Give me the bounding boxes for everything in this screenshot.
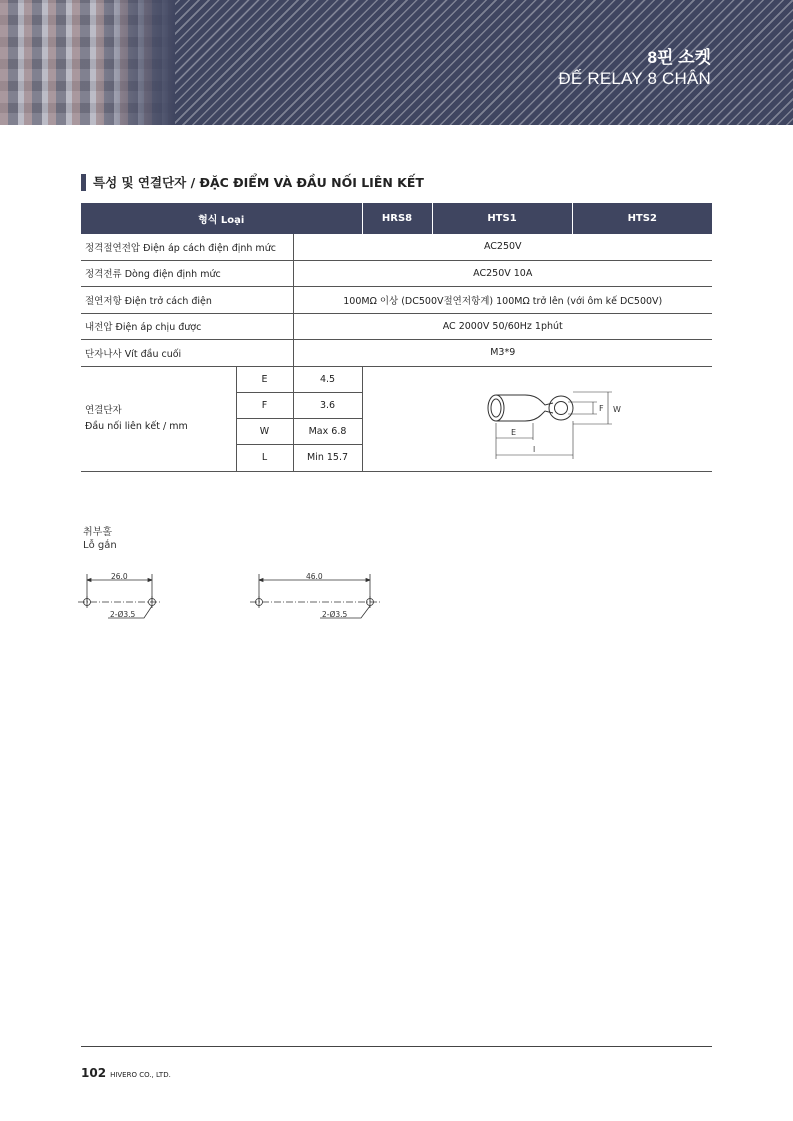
ring-terminal-diagram: [363, 367, 712, 471]
spec-value: Min 15.7: [293, 445, 362, 471]
section-marker: [81, 174, 86, 191]
diagram-label-e: E: [510, 427, 516, 437]
row-value: AC250V: [293, 234, 712, 260]
row-label: 정격절연전압 Điện áp cách điện định mức: [81, 234, 293, 260]
row-value: AC250V 10A: [293, 260, 712, 287]
row-label: 정격전류 Dòng điện định mức: [81, 260, 293, 287]
table-row: [81, 340, 712, 367]
banner-title-ko: 8핀 소켓: [647, 48, 711, 67]
table-row: [81, 260, 712, 287]
mounting-holes-title-vi: Lỗ gắn: [83, 540, 117, 551]
spec-key: F: [236, 392, 293, 418]
hole2-callout: 2-Ø3.5: [322, 610, 348, 619]
mounting-holes-title-ko: 취부홀: [83, 527, 112, 538]
header-banner: [0, 0, 793, 125]
diagram-label-l: l: [532, 444, 535, 454]
table-header-row: [81, 203, 712, 234]
hole1-dimension: 26.0: [111, 572, 128, 581]
mounting-hole-drawing-2: [250, 568, 385, 626]
company-name: HIVERO CO., LTD.: [110, 1071, 171, 1079]
hole1-callout: 2-Ø3.5: [110, 610, 136, 619]
row-label: 단자나사 Vít đầu cuối: [81, 340, 293, 367]
relay-photo: [0, 0, 175, 125]
diagram-label-f: F: [598, 403, 604, 413]
table-row: [81, 287, 712, 314]
row-label: 절연저항 Điện trở cách điện: [81, 287, 293, 314]
table-row: [81, 313, 712, 340]
spec-value: Max 6.8: [293, 419, 362, 445]
footer: [81, 1066, 171, 1080]
hole2-dimension: 46.0: [306, 572, 323, 581]
footer-rule: [81, 1046, 712, 1047]
row-value: AC 2000V 50/60Hz 1phút: [293, 313, 712, 340]
table-row: [81, 366, 712, 392]
page-number: 102: [81, 1066, 107, 1080]
connector-label-ko: 연결단자: [85, 404, 122, 416]
banner-title-vi: ĐẾ RELAY 8 CHÂN: [558, 69, 711, 88]
terminal-diagram-cell: [362, 366, 712, 471]
row-value: 100MΩ 이상 (DC500V절연저항계) 100MΩ trở lên (với ôm kế DC500V): [293, 287, 712, 314]
spec-key: L: [236, 445, 293, 471]
spec-table: [81, 203, 712, 472]
row-label: 내전압 Điện áp chịu được: [81, 313, 293, 340]
spec-value: 3.6: [293, 392, 362, 418]
banner-title: [558, 48, 711, 90]
spec-key: W: [236, 419, 293, 445]
section-title-text: 특성 및 연결단자 / ĐẶC ĐIỂM VÀ ĐẦU NỐI LIÊN KẾT: [93, 175, 424, 190]
diagram-label-w: W: [612, 404, 621, 414]
spec-value: 4.5: [293, 366, 362, 392]
row-value: M3*9: [293, 340, 712, 367]
spec-key: E: [236, 366, 293, 392]
connector-label: [81, 366, 236, 471]
header-hts1: HTS1: [432, 203, 572, 234]
connector-label-vi: Đầu nối liên kết / mm: [85, 420, 188, 432]
header-hts2: HTS2: [572, 203, 712, 234]
header-hrs8: HRS8: [362, 203, 432, 234]
mounting-hole-drawing-1: [78, 568, 168, 626]
section-title: [81, 172, 424, 192]
header-type: 형식 Loại: [81, 203, 362, 234]
table-row: [81, 234, 712, 260]
mounting-holes-title: [83, 526, 117, 552]
